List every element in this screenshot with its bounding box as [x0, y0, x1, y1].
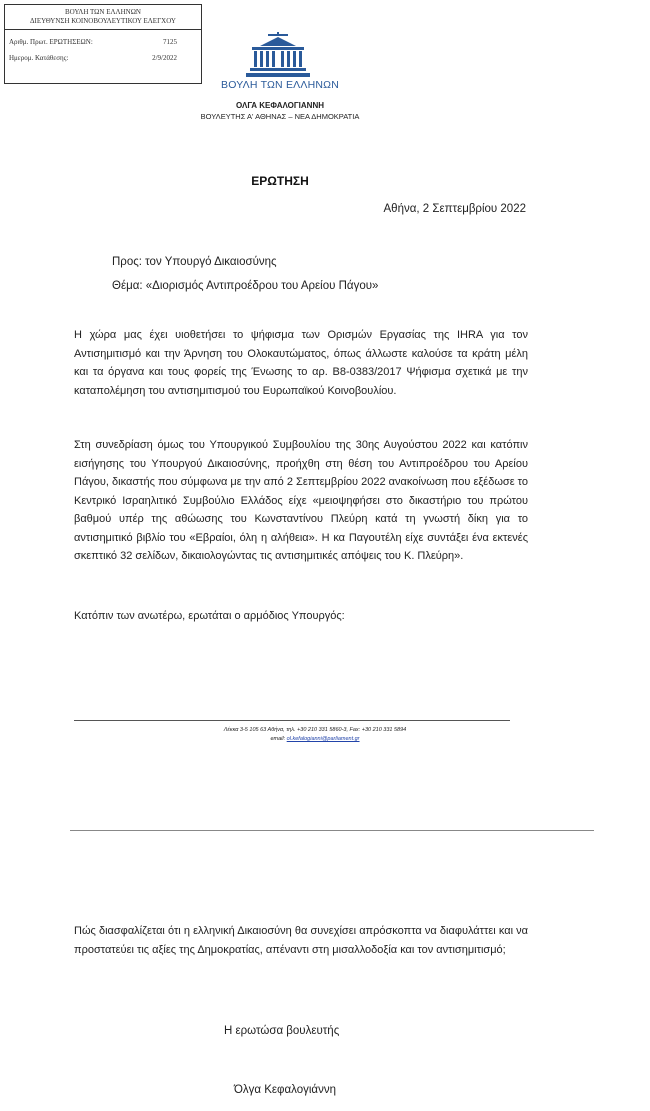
stamp-date-label: Ημερομ. Κατάθεσης:: [9, 54, 69, 62]
mp-role: ΒΟΥΛΕΥΤΗΣ Α' ΑΘΗΝΑΣ – ΝΕΑ ΔΗΜΟΚΡΑΤΙΑ: [200, 112, 360, 121]
logo-caption: ΒΟΥΛΗ ΤΩΝ ΕΛΛΗΝΩΝ: [221, 79, 339, 91]
footer-email-row: [150, 736, 480, 742]
document-title: ΕΡΩΤΗΣΗ: [251, 174, 309, 188]
paragraph-question-intro: Κατόπιν των ανωτέρω, ερωτάται ο αρμόδιος Υπουργός:: [74, 610, 345, 622]
page-break-line: [70, 830, 594, 831]
question-text: Πώς διασφαλίζεται ότι η ελληνική Δικαιοσύνη θα συνεχίσει απρόσκοπτα να διαφυλάττει και να προστατεύει τις αξίες της Δημοκρατίας, απέναντι στη μισαλλοδοξία και τον αντισημιτισμό;: [74, 925, 528, 956]
registration-stamp: [4, 4, 202, 84]
stamp-date-row: [5, 54, 201, 62]
signature-name: Όλγα Κεφαλογιάννη: [234, 1084, 336, 1096]
footer-email-label: email:: [270, 736, 286, 742]
footer-divider: [74, 720, 510, 721]
signature-label: Η ερωτώσα βουλευτής: [224, 1025, 340, 1037]
stamp-number-row: [5, 38, 201, 46]
stamp-date-value: 2/9/2022: [152, 54, 177, 62]
stamp-parliament-name: ΒΟΥΛΗ ΤΩΝ ΕΛΛΗΝΩΝ: [65, 8, 141, 16]
mp-name: ΟΛΓΑ ΚΕΦΑΛΟΓΙΑΝΝΗ: [235, 101, 324, 110]
paragraph-ihra: Η χώρα μας έχει υιοθετήσει το ψήφισμα των Ορισμών Εργασίας της IHRA για τον Αντισημιτισμό και την Άρνηση του Ολοκαυτώματος, όπως άλλωστε καλούσε τα κράτη μέλη και τα όργανα και τους φορείς της Ένωσης το αρ. Β8-0383/2017 Ψήφισμα σχετικά με την καταπολέμηση του αντισημιτισμού του Ευρωπαϊκού Κοινοβουλίου.: [74, 329, 528, 397]
parliament-building-logo: [246, 32, 310, 78]
recipient-line: Προς: τον Υπουργό Δικαιοσύνης: [112, 256, 277, 268]
subject-line: Θέμα: «Διορισμός Αντιπροέδρου του Αρείου Πάγου»: [112, 280, 379, 292]
document-date: Αθήνα, 2 Σεπτεμβρίου 2022: [383, 203, 526, 215]
footer-address: Λέκκα 3-5 105 63 Αθήνα, τηλ. +30 210 331 5860-3, Fax: +30 210 331 5894: [223, 727, 407, 733]
paragraph-appointment: Στη συνεδρίαση όμως του Υπουργικού Συμβουλίου της 30ης Αυγούστου 2022 και κατόπιν εισήγησης του Υπουργού Δικαιοσύνης, προήχθη στη θέση του Αντιπροέδρου του Αρείου Πάγου, δικαστής που σύμφωνα με την από 2 Σεπτεμβρίου 2022 ανακοίνωση που εξέδωσε το Κεντρικό Ισραηλιτικό Συμβούλιο Ελλάδος είχε «μειοψηφήσει στο δικαστήριο του πρώτου βαθμού υπέρ της αθώωσης του Κωνσταντίνου Πλεύρη κατά τη γνωστή δίκη για το αντισημιτικό βιβλίο του «Εβραίοι, όλη η αλήθεια». Η κα Παγουτέλη είχε συντάξει ένα εκτενές σκεπτικό 32 σελίδων, δικαιολογώντας τις αντισημιτικές απόψεις του Κ. Πλεύρη».: [74, 439, 528, 562]
footer-email-link[interactable]: ol.kefalogianni@parliament.gr: [286, 736, 360, 742]
stamp-number-label: Αριθμ. Πρωτ. ΕΡΩΤΗΣΕΩΝ:: [9, 38, 93, 46]
stamp-directorate: ΔΙΕΥΘΥΝΣΗ ΚΟΙΝΟΒΟΥΛΕΥΤΙΚΟΥ ΕΛΕΓΧΟΥ: [30, 17, 176, 25]
stamp-number-value: 7125: [163, 38, 177, 46]
